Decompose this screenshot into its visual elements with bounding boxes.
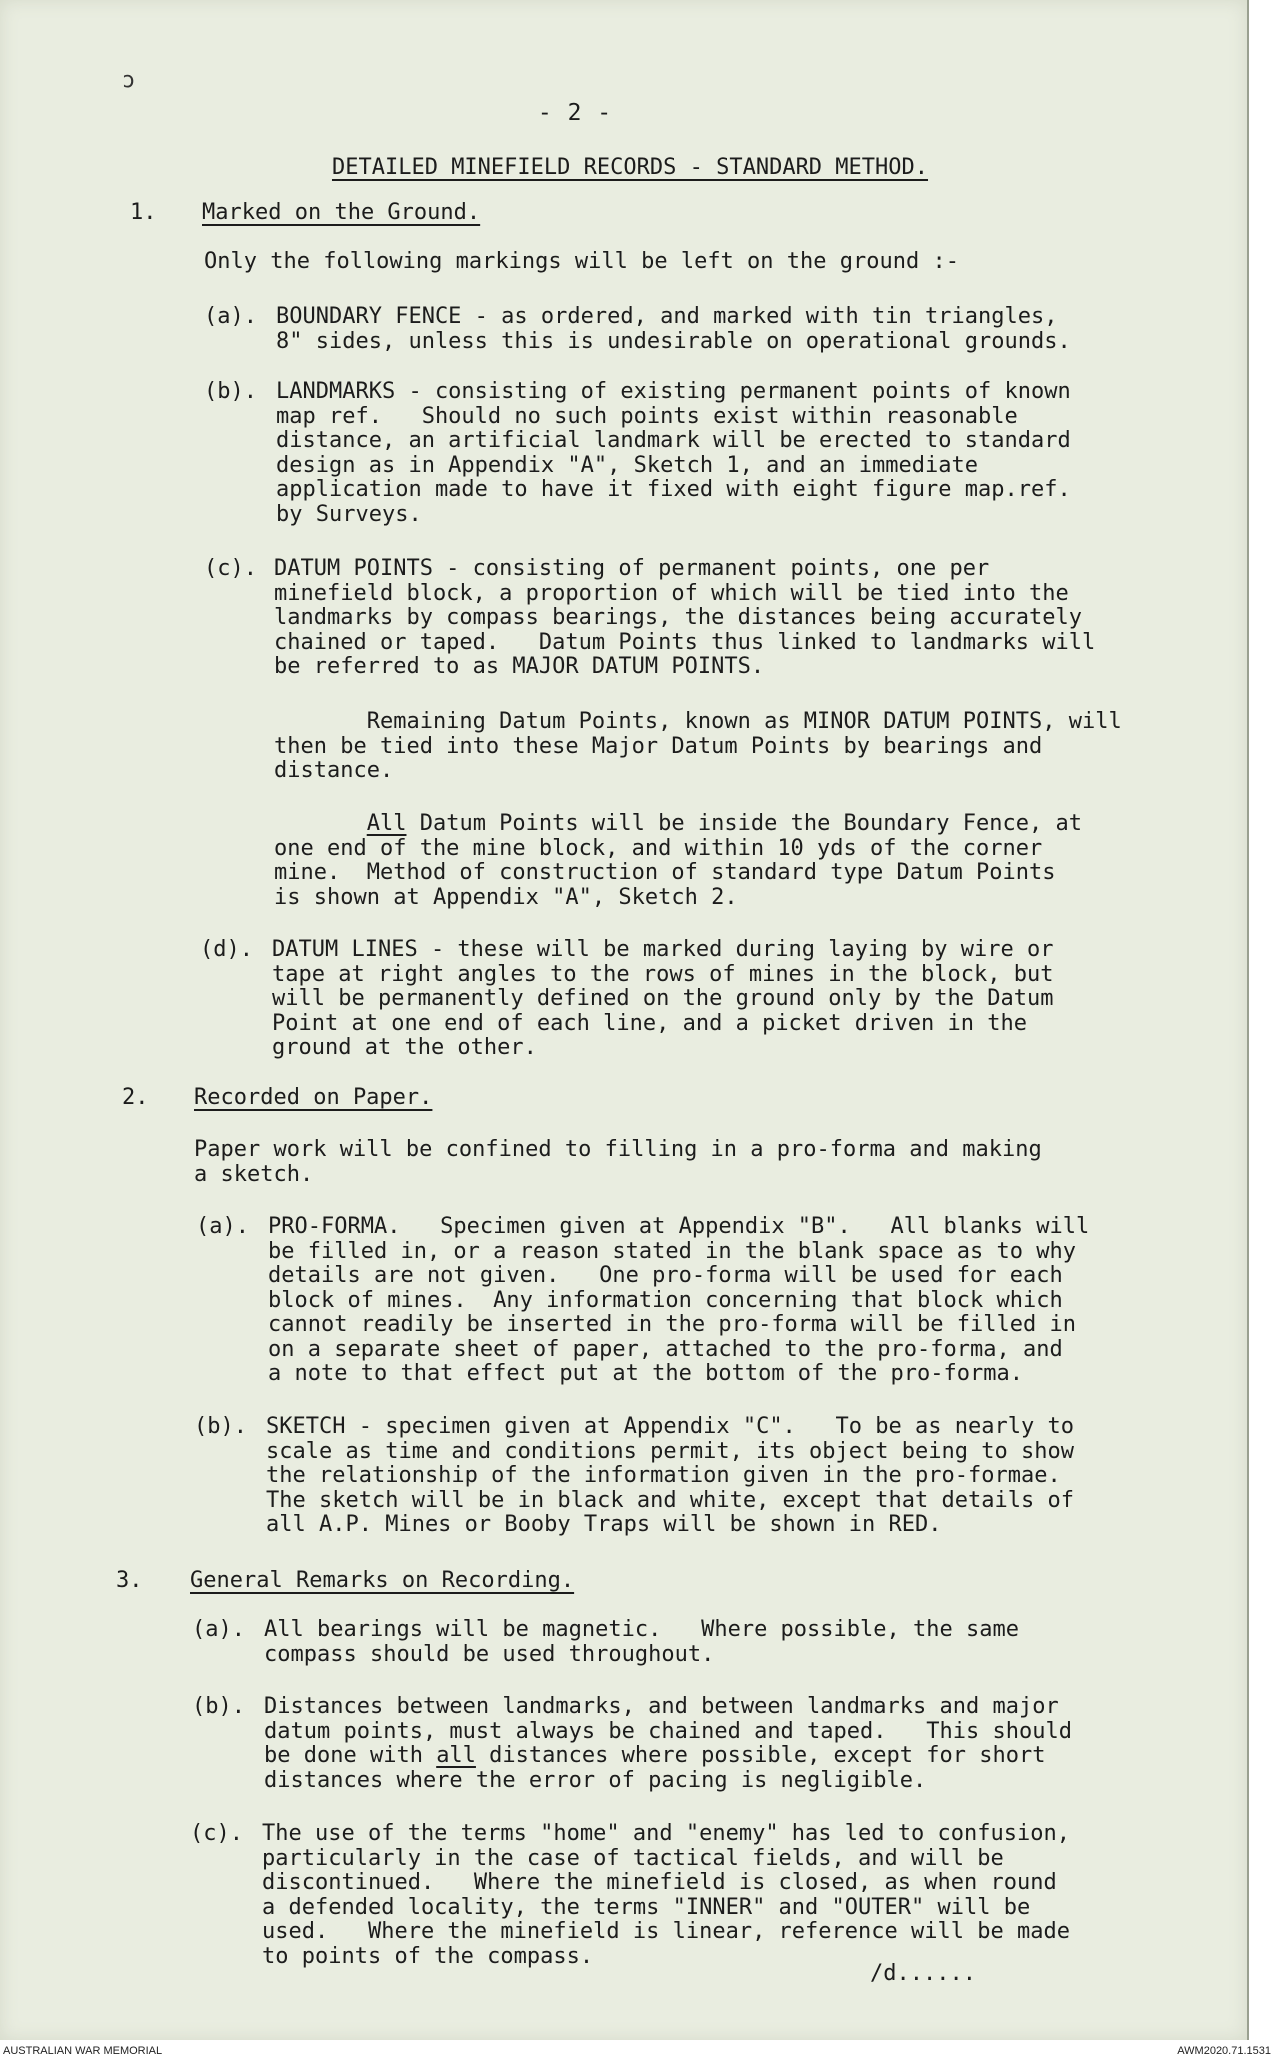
item-1a-label: (a). bbox=[204, 304, 257, 329]
item-1c-label: (c). bbox=[204, 556, 257, 581]
item-3a-label: (a). bbox=[192, 1617, 245, 1642]
item-2a-text: PRO-FORMA. Specimen given at Appendix "B". All blanks will be filled in, or a reason stated in the blank space as to why details are not given. One pro-forma will be used for each block of mines. Any information concerning that block which cannot readily be inserted in the pro-forma will be filled in on a separate sheet of paper, attached to the pro-forma, and a note to that effect put at the bottom of the pro-forma. bbox=[268, 1214, 1090, 1386]
document-title: DETAILED MINEFIELD RECORDS - STANDARD METHOD. bbox=[331, 155, 929, 180]
item-1c-paragraph-3: All Datum Points will be inside the Boundary Fence, at one end of the mine block, and within 10 yds of the corner mine. Method of construction of standard type Datum Points is shown at Appendix "A", Sketch 2. bbox=[274, 811, 1082, 910]
section-1-heading: Marked on the Ground. bbox=[202, 200, 481, 225]
section-2-heading: Recorded on Paper. bbox=[194, 1085, 433, 1110]
section-1-number: 1. bbox=[130, 200, 157, 225]
item-3c-label: (c). bbox=[190, 1821, 243, 1846]
page-number: - 2 - bbox=[537, 100, 613, 126]
section-3-number: 3. bbox=[116, 1568, 143, 1593]
item-3b-label: (b). bbox=[192, 1694, 245, 1719]
section-2-number: 2. bbox=[122, 1085, 149, 1110]
item-3c-text: The use of the terms "home" and "enemy" has led to confusion, particularly in the case of tactical fields, and will be discontinued. Where the minefield is closed, as when round a defended locality, the terms "INNER" and "OUTER" will be used. Where the minefield is linear, reference will be made to points of the compass. bbox=[262, 1821, 1070, 1969]
item-3b-text: Distances between landmarks, and between landmarks and major datum points, must always be chained and taped. This should be done with all distances where possible, except for short distances where the error of pacing is negligible. bbox=[264, 1694, 1072, 1793]
continuation-marker: /d...... bbox=[870, 1961, 976, 1986]
item-1a-text: BOUNDARY FENCE - as ordered, and marked with tin triangles, 8" sides, unless this is undesirable on operational grounds. bbox=[276, 304, 1071, 354]
section-3-heading: General Remarks on Recording. bbox=[190, 1568, 575, 1593]
item-1b-text: LANDMARKS - consisting of existing permanent points of known map ref. Should no such points exist within reasonable distance, an artificial landmark will be erected to standard design as in Appendix "A", Sketch 1, and an immediate application made to have it fixed with eight figure map.ref. by Surveys. bbox=[276, 379, 1071, 527]
item-1d-label: (d). bbox=[200, 937, 253, 962]
section-2-intro: Paper work will be confined to filling in a pro-forma and making a sketch. bbox=[194, 1137, 1042, 1187]
item-2b-label: (b). bbox=[194, 1414, 247, 1439]
archive-footer bbox=[0, 2040, 1279, 2061]
item-1c-text: DATUM POINTS - consisting of permanent points, one per minefield block, a proportion of which will be tied into the landmarks by compass bearings, the distances being accurately chained or taped. Datum Points thus linked to landmarks will be referred to as MAJOR DATUM POINTS. bbox=[274, 556, 1096, 679]
punch-mark: ͻ bbox=[122, 68, 136, 93]
item-2a-label: (a). bbox=[196, 1214, 249, 1239]
item-2b-text: SKETCH - specimen given at Appendix "C". To be as nearly to scale as time and conditions permit, its object being to show the relationship of the information given in the pro-formae. The sketch will be in black and white, except that details of all A.P. Mines or Booby Traps will be shown in RED. bbox=[266, 1414, 1074, 1537]
item-3a-text: All bearings will be magnetic. Where possible, the same compass should be used throughout. bbox=[264, 1617, 1019, 1667]
item-1c-paragraph-2: Remaining Datum Points, known as MINOR DATUM POINTS, will then be tied into these Major Datum Points by bearings and distance. bbox=[274, 709, 1122, 783]
footer-institution: AUSTRALIAN WAR MEMORIAL bbox=[3, 2045, 163, 2057]
item-1d-text: DATUM LINES - these will be marked during laying by wire or tape at right angles to the rows of mines in the block, but will be permanently defined on the ground only by the Datum Point at one end of each line, and a picket driven in the ground at the other. bbox=[272, 937, 1054, 1060]
item-1b-label: (b). bbox=[204, 379, 257, 404]
footer-reference: AWM2020.71.1531 bbox=[1177, 2045, 1271, 2057]
section-1-intro: Only the following markings will be left on the ground :- bbox=[204, 249, 959, 274]
